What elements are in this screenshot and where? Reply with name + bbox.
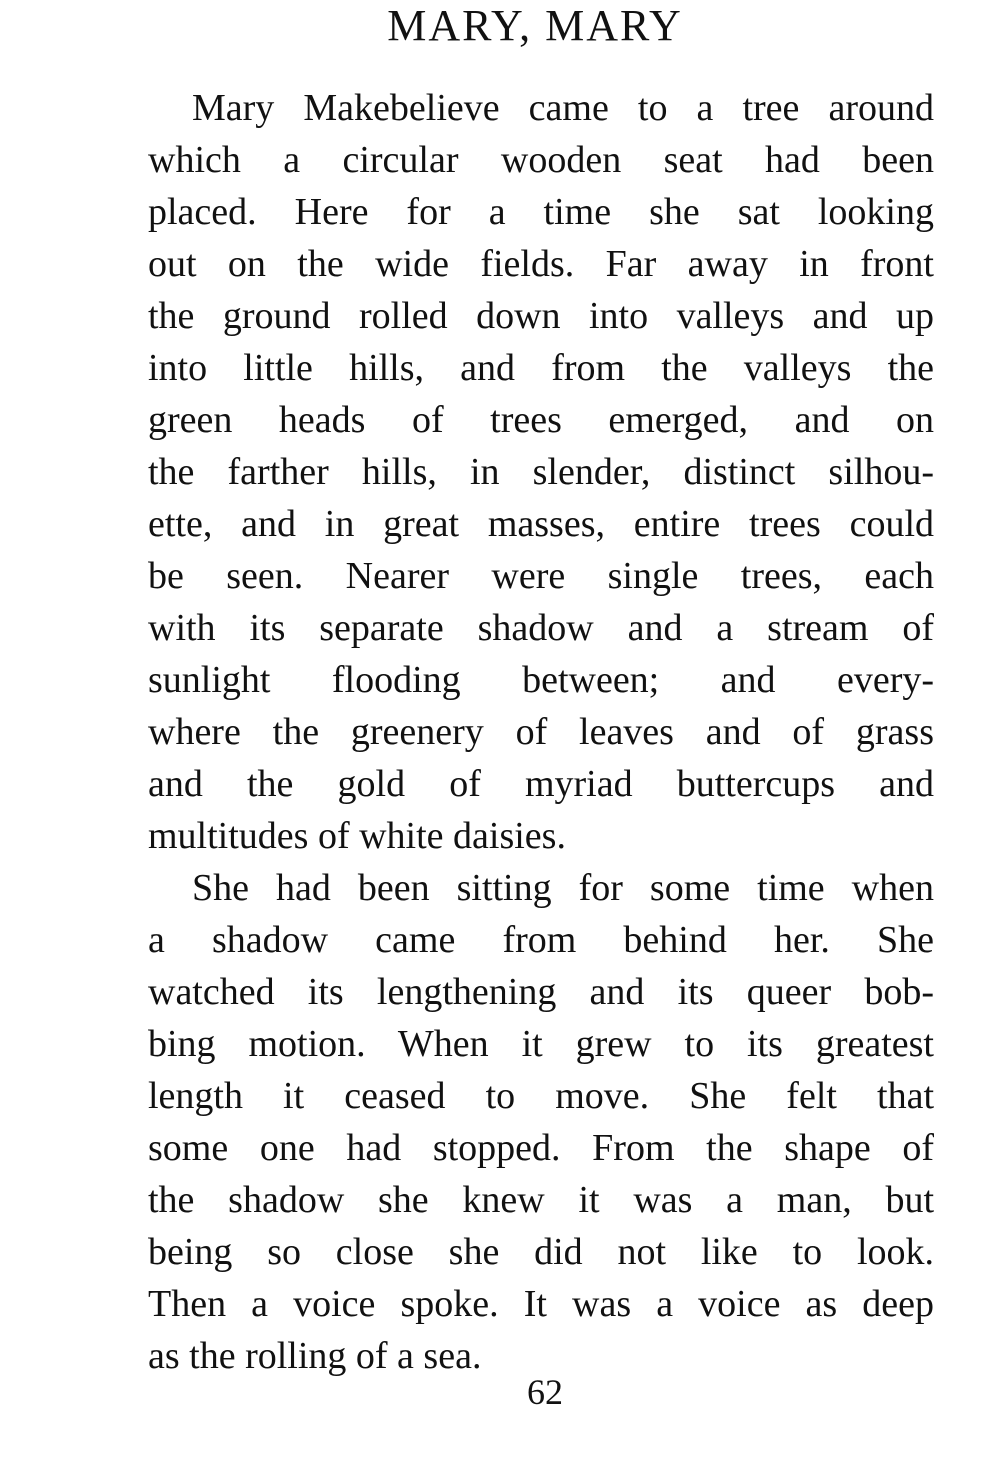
text-line: multitudes of white daisies. [148, 815, 566, 857]
text-line: ette, and in great masses, entire trees could [148, 503, 934, 545]
text-line: sunlight flooding between; and every- [148, 659, 934, 701]
paragraph [148, 82, 934, 862]
text-line: with its separate shadow and a stream of [148, 607, 934, 649]
text-line: be seen. Nearer were single trees, each [148, 555, 934, 597]
text-line: some one had stopped. From the shape of [148, 1127, 934, 1169]
text-line: which a circular wooden seat had been [148, 139, 934, 181]
body-text [148, 82, 934, 1382]
text-line: where the greenery of leaves and of grass [148, 711, 934, 753]
text-line: Mary Makebelieve came to a tree around [192, 87, 934, 129]
text-line: Then a voice spoke. It was a voice as deep [148, 1283, 934, 1325]
text-line: as the rolling of a sea. [148, 1335, 482, 1377]
text-line: the ground rolled down into valleys and up [148, 295, 934, 337]
text-line: watched its lengthening and its queer bob- [148, 971, 934, 1013]
running-head: MARY, MARY [387, 1, 683, 50]
text-line: being so close she did not like to look. [148, 1231, 934, 1273]
text-line: length it ceased to move. She felt that [148, 1075, 934, 1117]
text-line: the farther hills, in slender, distinct silhou- [148, 451, 934, 493]
text-line: green heads of trees emerged, and on [148, 399, 934, 441]
paragraph [148, 862, 934, 1382]
text-line: She had been sitting for some time when [192, 867, 934, 909]
text-line: the shadow she knew it was a man, but [148, 1179, 934, 1221]
text-line: out on the wide fields. Far away in front [148, 243, 934, 285]
text-line: placed. Here for a time she sat looking [148, 191, 934, 233]
text-line: bing motion. When it grew to its greatest [148, 1023, 934, 1065]
text-line: a shadow came from behind her. She [148, 919, 934, 961]
page-number: 62 [527, 1372, 563, 1412]
text-line: and the gold of myriad buttercups and [148, 763, 934, 805]
text-line: into little hills, and from the valleys the [148, 347, 934, 389]
